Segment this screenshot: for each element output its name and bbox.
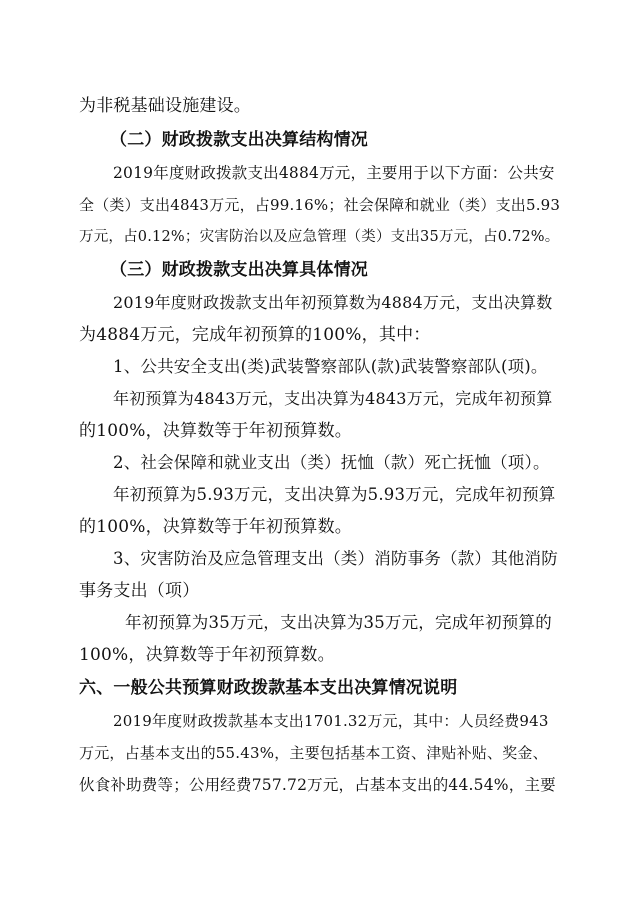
text-line-22: 伙食补助费等；公用经费757.72万元，占基本支出的44.54%，主要 [79,776,556,794]
text-line-7: 2019年度财政拨款支出年初预算数为4884万元，支出决算数 [113,293,553,312]
section-heading-6: 六、一般公共预算财政拨款基本支出决算情况说明 [79,678,458,698]
text-line-16: 事务支出（项） [79,581,200,601]
text-line-15: 3、灾害防治及应急管理支出（类）消防事务（款）其他消防 [113,549,558,568]
text-line-20: 2019年度财政拨款基本支出1701.32万元，其中：人员经费943 [113,712,549,730]
text-line-4: 全（类）支出4843万元，占99.16%；社会保障和就业（类）支出5.93 [79,196,561,214]
text-line-5: 万元，占0.12%；灾害防治以及应急管理（类）支出35万元，占0.72%。 [79,229,560,245]
text-line-13: 年初预算为5.93万元，支出决算为5.93万元，完成年初预算 [113,485,556,504]
text-line-17: 年初预算为35万元，支出决算为35万元，完成年初预算的 [125,613,552,632]
text-line-3: 2019年度财政拨款支出4884万元，主要用于以下方面：公共安 [113,164,555,182]
text-line-11: 的100%，决算数等于年初预算数。 [79,421,353,441]
text-line-18: 100%，决算数等于年初预算数。 [79,645,335,665]
text-line-1: 为非税基础设施建设。 [79,96,251,116]
section-heading-3: （三）财政拨款支出决算具体情况 [110,260,368,280]
text-line-21: 万元，占基本支出的55.43%，主要包括基本工资、津贴补贴、奖金、 [79,744,548,762]
text-line-14: 的100%，决算数等于年初预算数。 [79,517,353,537]
text-line-10: 年初预算为4843万元，支出决算为4843万元，完成年初预算 [113,389,553,408]
section-heading-2: （二）财政拨款支出决算结构情况 [110,130,368,150]
text-line-8: 为4884万元，完成年初预算的100%，其中： [79,325,431,345]
text-line-9: 1、公共安全支出(类)武装警察部队(款)武装警察部队(项)。 [113,357,548,376]
text-line-12: 2、社会保障和就业支出（类）抚恤（款）死亡抚恤（项）。 [113,453,550,472]
